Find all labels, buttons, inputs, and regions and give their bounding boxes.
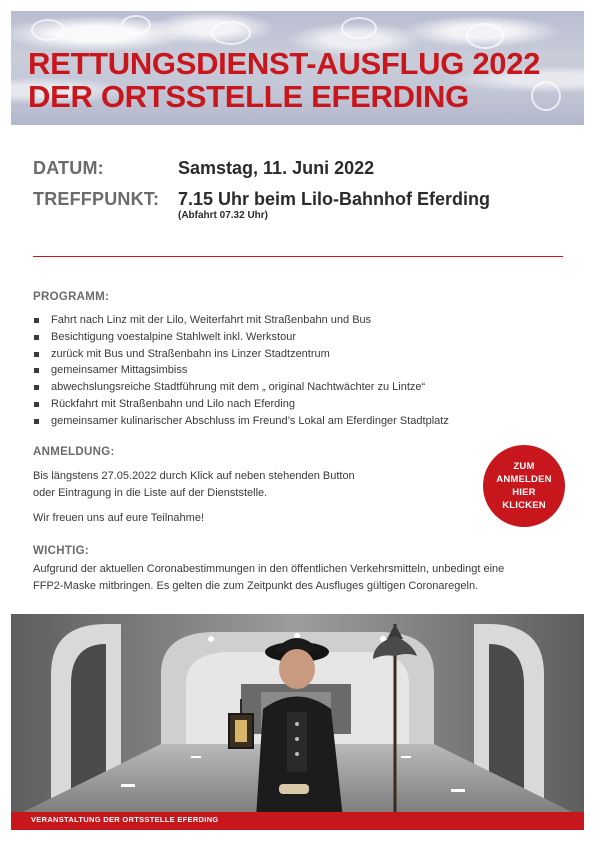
meeting-point-value: 7.15 Uhr beim Lilo-Bahnhof Eferding: [178, 189, 491, 209]
photo-illustration: [11, 614, 584, 818]
closing-text: Wir freuen uns auf eure Teilnahme!: [33, 512, 204, 524]
important-heading: WICHTIG:: [33, 545, 90, 557]
register-button-label-3: HIER: [512, 487, 536, 498]
bullet-icon: [34, 335, 39, 340]
banner-decoration: [211, 21, 251, 45]
section-divider: [33, 256, 563, 257]
important-text-line-2: FFP2-Maske mitbringen. Es gelten die zum Zeitpunkt des Ausfluges gültigen Coronaregeln.: [33, 580, 479, 592]
banner-decoration: [121, 15, 151, 35]
program-item: Besichtigung voestalpine Stahlwelt inkl. Werkstour: [33, 329, 563, 346]
program-item: gemeinsamer kulinarischer Abschluss im Freund’s Lokal am Eferdinger Stadtplatz: [33, 413, 563, 430]
bullet-icon: [34, 419, 39, 424]
program-heading: PROGRAMM:: [33, 291, 110, 303]
registration-text-line-1: Bis längstens 27.05.2022 durch Klick auf neben stehenden Button: [33, 470, 355, 482]
register-button-label-2: ANMELDEN: [496, 474, 552, 485]
program-item: abwechslungsreiche Stadtführung mit dem „ original Nachtwächter zu Lintze“: [33, 379, 563, 396]
program-item: zurück mit Bus und Straßenbahn ins Linzer Stadtzentrum: [33, 346, 563, 363]
bullet-icon: [34, 368, 39, 373]
important-text-line-1: Aufgrund der aktuellen Coronabestimmungen in den öffentlichen Verkehrsmitteln, unbedingt eine: [33, 563, 505, 575]
page-title: [28, 47, 540, 113]
meeting-point-label: TREFFPUNKT:: [33, 189, 160, 209]
registration-heading: ANMELDUNG:: [33, 446, 115, 458]
register-button-label-4: KLICKEN: [502, 500, 546, 511]
register-button-label-1: ZUM: [513, 461, 535, 472]
bullet-icon: [34, 402, 39, 407]
departure-note: (Abfahrt 07.32 Uhr): [178, 210, 269, 221]
bullet-icon: [34, 385, 39, 390]
banner-decoration: [31, 19, 65, 41]
program-item: Fahrt nach Linz mit der Lilo, Weiterfahrt mit Straßenbahn und Bus: [33, 312, 563, 329]
register-button[interactable]: [483, 445, 565, 527]
header-banner: [11, 11, 584, 125]
registration-text-line-2: oder Eintragung in die Liste auf der Dienststelle.: [33, 487, 268, 499]
program-item: gemeinsamer Mittagsimbiss: [33, 362, 563, 379]
bullet-icon: [34, 352, 39, 357]
title-line-1: RETTUNGSDIENST-AUSFLUG 2022: [28, 46, 541, 81]
footer-text: VERANSTALTUNG DER ORTSSTELLE EFERDING: [31, 815, 219, 824]
program-item: Rückfahrt mit Straßenbahn und Lilo nach Eferding: [33, 396, 563, 413]
date-label: DATUM:: [33, 158, 104, 178]
banner-decoration: [341, 17, 377, 39]
date-value: Samstag, 11. Juni 2022: [178, 158, 375, 178]
night-watchman-photo: [11, 614, 584, 818]
footer-bar: [11, 812, 584, 830]
title-line-2: DER ORTSSTELLE EFERDING: [28, 79, 469, 114]
bullet-icon: [34, 318, 39, 323]
program-list: [33, 312, 563, 430]
